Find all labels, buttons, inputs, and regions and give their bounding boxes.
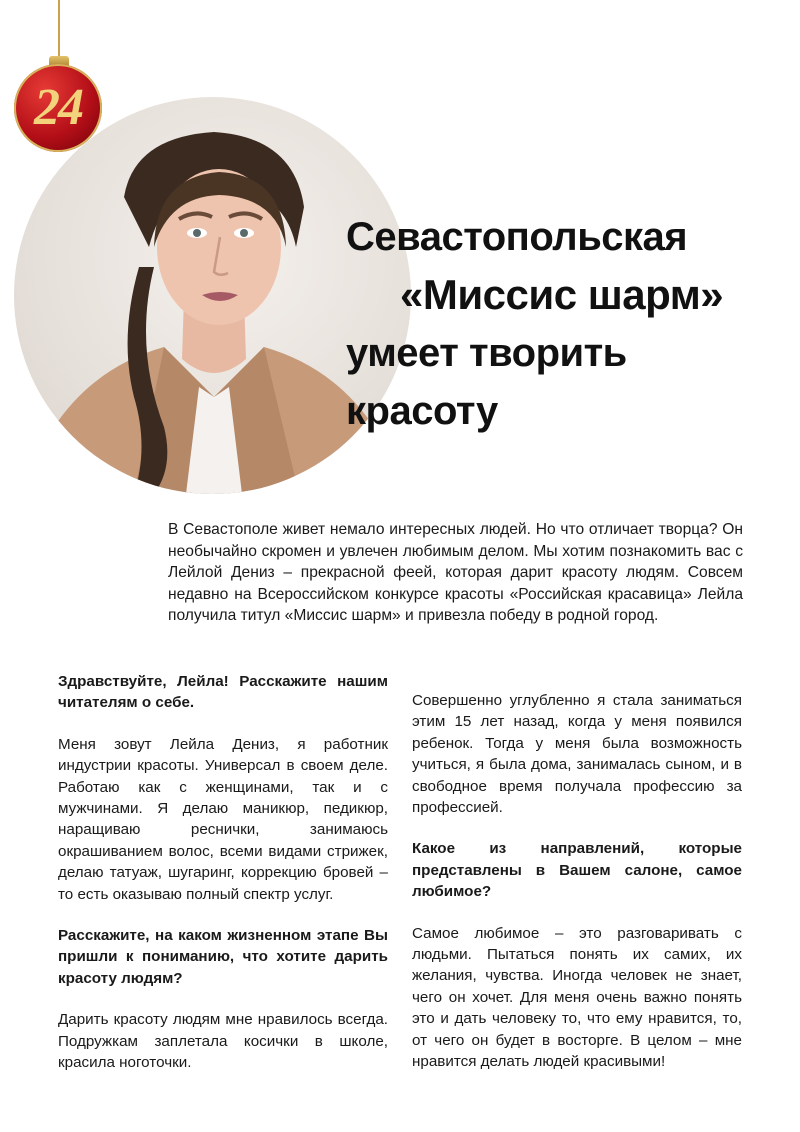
question-1: Здравствуйте, Лейла! Расскажите нашим читателям о себе. [58,673,388,712]
question-3: Какое из направлений, которые представлены в Вашем салоне, самое любимое? [412,840,742,901]
article-intro: В Севастополе живет немало интересных людей. Но что отличает творца? Он необычайно скромен и увлечен любимым делом. Мы хотим познакомить вас с Лейлой Дениз – прекрасной феей, которая дарит красоту людям. Совсем недавно на Всероссийском конкурсе красоты «Российская красавица» Лейла получила титул «Миссис шарм» и привезла победу в родной город. [168,521,743,625]
answer-2-continued: Совершенно углубленно я стала заниматься этим 15 лет назад, когда у меня появился ребенок. Тогда у меня была возможность учиться, я была дома, занималась сыном, и в свободное время получала профессию за профессией. [412,692,742,817]
title-line-4: красоту [346,389,498,433]
answer-3: Самое любимое – это разговаривать с людьми. Пытаться понять их самих, их желания, чувства. Иногда человек не знает, чего он хочет. Для меня очень важно понять это и дать человеку то, что ему нравится, то, от чего он будет в восторге. В целом – мне нравится делать людей красивыми! [412,924,742,1071]
ornament-string [58,0,60,58]
answer-1: Меня зовут Лейла Дениз, я работник индустрии красоты. Универсал в своем деле. Работаю как с женщинами, так и с мужчинами. Я делаю маникюр, педикюр, наращиваю реснички, занимаюсь окрашиванием волос, всеми видами стрижек, делаю татуаж, шугаринг, коррекцию бровей – то есть оказываю полный спектр услуг. [58,735,388,903]
title-line-2: «Миссис шарм» [400,271,724,318]
title-line-1: Севастопольская [346,215,688,259]
right-column [412,690,742,1093]
title-line-3: умеет творить [346,331,627,375]
page-number: 24 [34,79,82,136]
left-column [58,671,388,1094]
article-title [346,208,786,440]
answer-2: Дарить красоту людям мне нравилось всегда. Подружкам заплетала косички в школе, красила ноготочки. [58,1011,388,1072]
question-2: Расскажите, на каком жизненном этапе Вы пришли к пониманию, что хотите дарить красоту людям? [58,927,388,987]
